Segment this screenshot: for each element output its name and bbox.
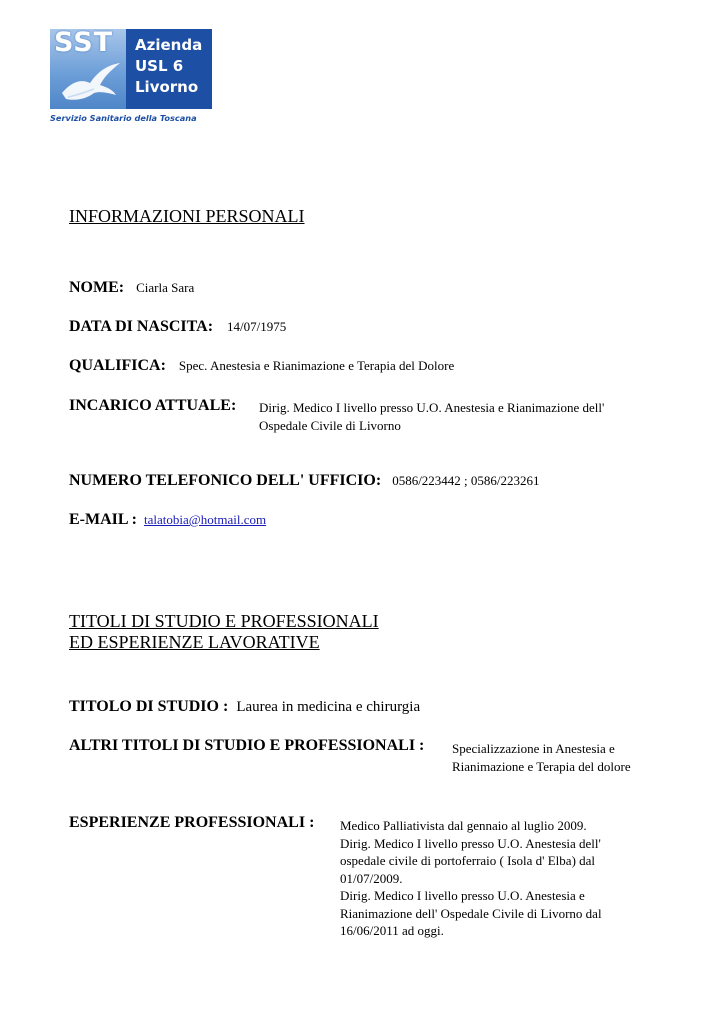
- section-title-line-2: ED ESPERIENZE LAVORATIVE: [69, 632, 320, 652]
- current-role-line: Ospedale Civile di Livorno: [259, 417, 401, 433]
- section-title-personal-info: INFORMAZIONI PERSONALI: [69, 206, 305, 226]
- experience-line: Medico Palliativista dal gennaio al luglio 2009.: [340, 818, 587, 833]
- experience-line: ospedale civile di portoferraio ( Isola d' Elba) dal: [340, 853, 596, 868]
- office-phone-label: NUMERO TELEFONICO DELL' UFFICIO:: [69, 472, 382, 489]
- office-phone-value: 0586/223442 ; 0586/223261: [392, 473, 540, 488]
- current-role-line: Dirig. Medico I livello presso U.O. Anestesia e Rianimazione dell': [259, 400, 605, 415]
- degree-label: TITOLO DI STUDIO :: [69, 698, 229, 715]
- experience-value: [340, 817, 602, 940]
- section-title-line-1: TITOLI DI STUDIO E PROFESSIONALI: [69, 611, 379, 631]
- logo-caption: Servizio Sanitario della Toscana: [50, 113, 197, 123]
- other-titles-line: Rianimazione e Terapia del dolore: [452, 758, 631, 774]
- other-titles-line: Specializzazione in Anestesia e: [452, 741, 615, 756]
- name-label: NOME:: [69, 279, 125, 296]
- current-role-value: [259, 399, 604, 434]
- logo-agency-name: [126, 29, 212, 109]
- name-value: Ciarla Sara: [136, 280, 195, 295]
- field-qualification: [69, 357, 454, 375]
- logo-line-1: Azienda: [135, 36, 203, 54]
- experience-line: 01/07/2009.: [340, 870, 403, 886]
- field-degree: [69, 698, 420, 716]
- email-label: E-MAIL :: [69, 511, 137, 528]
- experience-line: 16/06/2011 ad oggi.: [340, 923, 444, 938]
- other-titles-value: [452, 740, 631, 775]
- logo-sst-text: SST: [54, 29, 114, 58]
- section-title-studies: [69, 611, 379, 653]
- bird-icon: [58, 59, 122, 107]
- field-name: [69, 279, 194, 297]
- experience-label-wrap: [69, 814, 314, 832]
- email-link[interactable]: talatobia@hotmail.com: [144, 512, 267, 527]
- experience-line: Dirig. Medico I livello presso U.O. Anestesia dell': [340, 835, 601, 851]
- qualification-value: Spec. Anestesia e Rianimazione e Terapia del Dolore: [178, 358, 455, 373]
- other-titles-label-wrap: [69, 737, 424, 755]
- current-role-label-wrap: [69, 397, 236, 415]
- experience-label: ESPERIENZE PROFESSIONALI :: [69, 814, 315, 831]
- degree-value: Laurea in medicina e chirurgia: [236, 699, 421, 715]
- logo-box: [50, 29, 212, 109]
- company-logo: [50, 29, 214, 125]
- qualification-label: QUALIFICA:: [69, 357, 166, 374]
- experience-line: Dirig. Medico I livello presso U.O. Anestesia e: [340, 888, 585, 903]
- field-office-phone: [69, 472, 540, 490]
- birth-date-label: DATA DI NASCITA:: [69, 318, 214, 335]
- logo-line-3: Livorno: [135, 78, 199, 96]
- birth-date-value: 14/07/1975: [227, 319, 287, 334]
- other-titles-label: ALTRI TITOLI DI STUDIO E PROFESSIONALI :: [69, 737, 425, 754]
- logo-line-2: USL 6: [135, 57, 184, 75]
- field-email: [69, 511, 266, 529]
- experience-line: Rianimazione dell' Ospedale Civile di Livorno dal: [340, 905, 602, 921]
- logo-emblem: [50, 29, 126, 109]
- current-role-label: INCARICO ATTUALE:: [69, 397, 237, 414]
- field-birth-date: [69, 318, 286, 336]
